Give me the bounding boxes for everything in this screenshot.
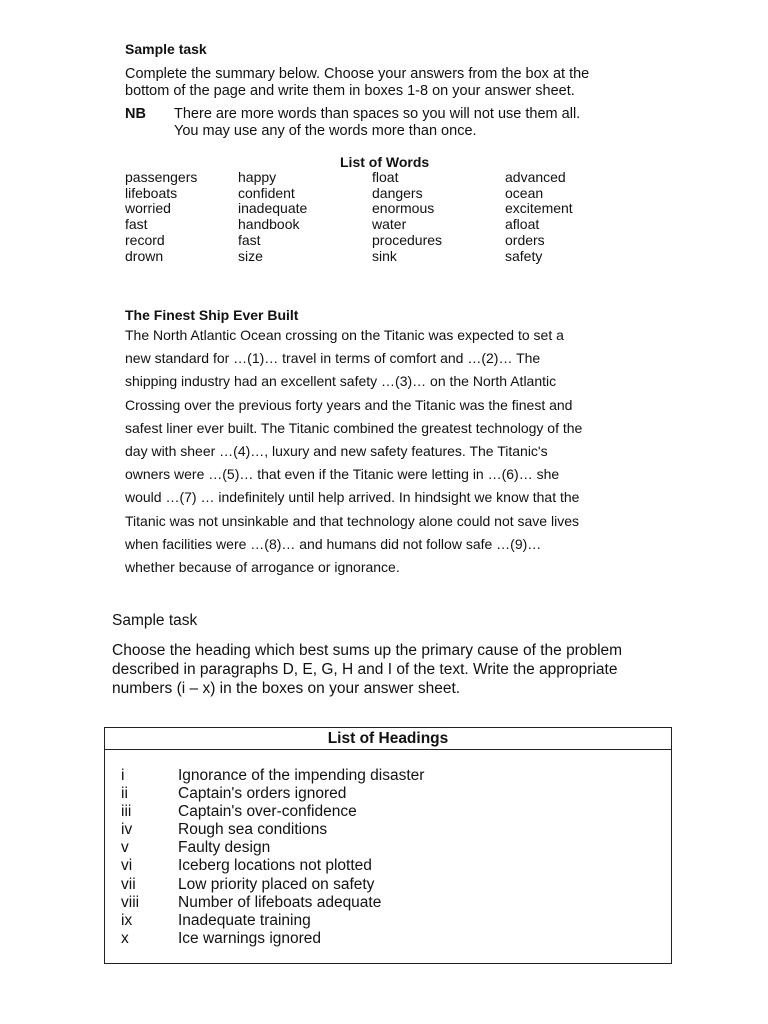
heading-number: i	[121, 767, 125, 784]
summary-line: when facilities were …(8)… and humans did not follow safe …(9)…	[125, 535, 542, 552]
task1-instruction: Complete the summary below. Choose your answers from the box at the bottom of the page and write them in boxes 1-8 on your answer sheet.	[125, 66, 590, 99]
summary-line: whether because of arrogance or ignorance.	[125, 559, 400, 576]
heading-item	[105, 803, 671, 821]
heading-number: x	[121, 929, 129, 947]
summary-passage	[125, 306, 660, 579]
nb-text: There are more words than spaces so you will not use them all. You may use any of the words more than once.	[174, 106, 581, 139]
word-list-item: size	[238, 247, 263, 264]
word-list-grid	[125, 170, 645, 264]
nb-label: NB	[125, 106, 146, 122]
word-list-item: enormous	[372, 200, 435, 217]
heading-item	[105, 821, 671, 839]
headings-box	[104, 727, 672, 964]
heading-text: Inadequate training	[178, 911, 311, 929]
heading-number: viii	[121, 893, 140, 911]
heading-text: Ignorance of the impending disaster	[178, 767, 425, 784]
word-list-item: drown	[125, 247, 164, 264]
word-list-item: fast	[125, 216, 148, 233]
heading-text: Captain's orders ignored	[178, 785, 347, 803]
heading-item	[105, 785, 671, 803]
summary-title: The Finest Ship Ever Built	[125, 307, 299, 323]
summary-line: safest liner ever built. The Titanic combined the greatest technology of the	[125, 419, 583, 436]
task1-title: Sample task	[125, 41, 207, 57]
heading-text: Ice warnings ignored	[178, 929, 322, 947]
heading-item	[105, 930, 671, 948]
word-list-item: water	[372, 216, 407, 233]
heading-item	[105, 839, 671, 857]
summary-line: day with sheer …(4)…, luxury and new safety features. The Titanic's	[125, 443, 548, 460]
word-list-item: sink	[372, 247, 397, 264]
summary-line: The North Atlantic Ocean crossing on the Titanic was expected to set a	[125, 327, 564, 343]
word-list-item: procedures	[372, 231, 443, 248]
word-list-item: record	[125, 231, 165, 248]
heading-text: Faulty design	[178, 839, 271, 857]
heading-text: Iceberg locations not plotted	[178, 857, 372, 875]
summary-line: new standard for …(1)… travel in terms of comfort and …(2)… The	[125, 350, 541, 367]
word-list-item: advanced	[505, 169, 566, 185]
heading-item	[105, 912, 671, 930]
summary-line: owners were …(5)… that even if the Titanic were letting in …(6)… she	[125, 466, 560, 483]
headings-list	[105, 767, 671, 948]
task2-instruction: Choose the heading which best sums up the primary cause of the problem described in paragraphs D, E, G, H and I of the text. Write the appropriate numbers (i – x) in the boxes on your answer sheet.	[112, 642, 623, 697]
heading-text: Rough sea conditions	[178, 821, 328, 839]
word-list-item: float	[372, 169, 399, 185]
heading-number: vi	[121, 857, 133, 875]
heading-number: iv	[121, 821, 133, 839]
word-list-item: fast	[238, 231, 261, 248]
word-list-item: dangers	[372, 184, 423, 201]
word-list-item: happy	[238, 169, 277, 185]
word-list-item: lifeboats	[125, 184, 178, 201]
nb-note	[125, 106, 685, 140]
heading-item	[105, 894, 671, 912]
summary-line: Titanic was not unsinkable and that technology alone could not save lives	[125, 512, 579, 529]
heading-item	[105, 876, 671, 894]
headings-title: List of Headings	[105, 728, 671, 750]
heading-text: Number of lifeboats adequate	[178, 893, 382, 911]
word-list-item: afloat	[505, 216, 540, 233]
heading-item	[105, 857, 671, 875]
heading-number: ii	[121, 785, 128, 803]
sample-task-2	[112, 611, 692, 698]
summary-line: would …(7) … indefinitely until help arrived. In hindsight we know that the	[125, 489, 580, 506]
summary-line: Crossing over the previous forty years and the Titanic was the finest and	[125, 396, 573, 413]
heading-text: Low priority placed on safety	[178, 875, 375, 893]
word-list-item: excitement	[505, 200, 573, 217]
word-list-item: ocean	[505, 184, 544, 201]
word-list-item: confident	[238, 184, 295, 201]
word-list-item: passengers	[125, 169, 198, 185]
word-list-item: orders	[505, 231, 545, 248]
heading-number: ix	[121, 911, 133, 929]
summary-body	[125, 324, 660, 579]
task2-title: Sample task	[112, 612, 198, 629]
word-list-item: safety	[505, 247, 543, 264]
heading-number: vii	[121, 875, 136, 893]
word-list-item: worried	[125, 200, 171, 217]
word-list-item: handbook	[238, 216, 300, 233]
sample-task-1	[125, 40, 685, 264]
word-list-title: List of Words	[340, 154, 430, 170]
summary-line: shipping industry had an excellent safety …(3)… on the North Atlantic	[125, 373, 557, 390]
heading-item	[105, 767, 671, 785]
word-list-item: inadequate	[238, 200, 308, 217]
heading-number: v	[121, 839, 129, 857]
heading-number: iii	[121, 803, 132, 821]
heading-text: Captain's over-confidence	[178, 803, 357, 821]
